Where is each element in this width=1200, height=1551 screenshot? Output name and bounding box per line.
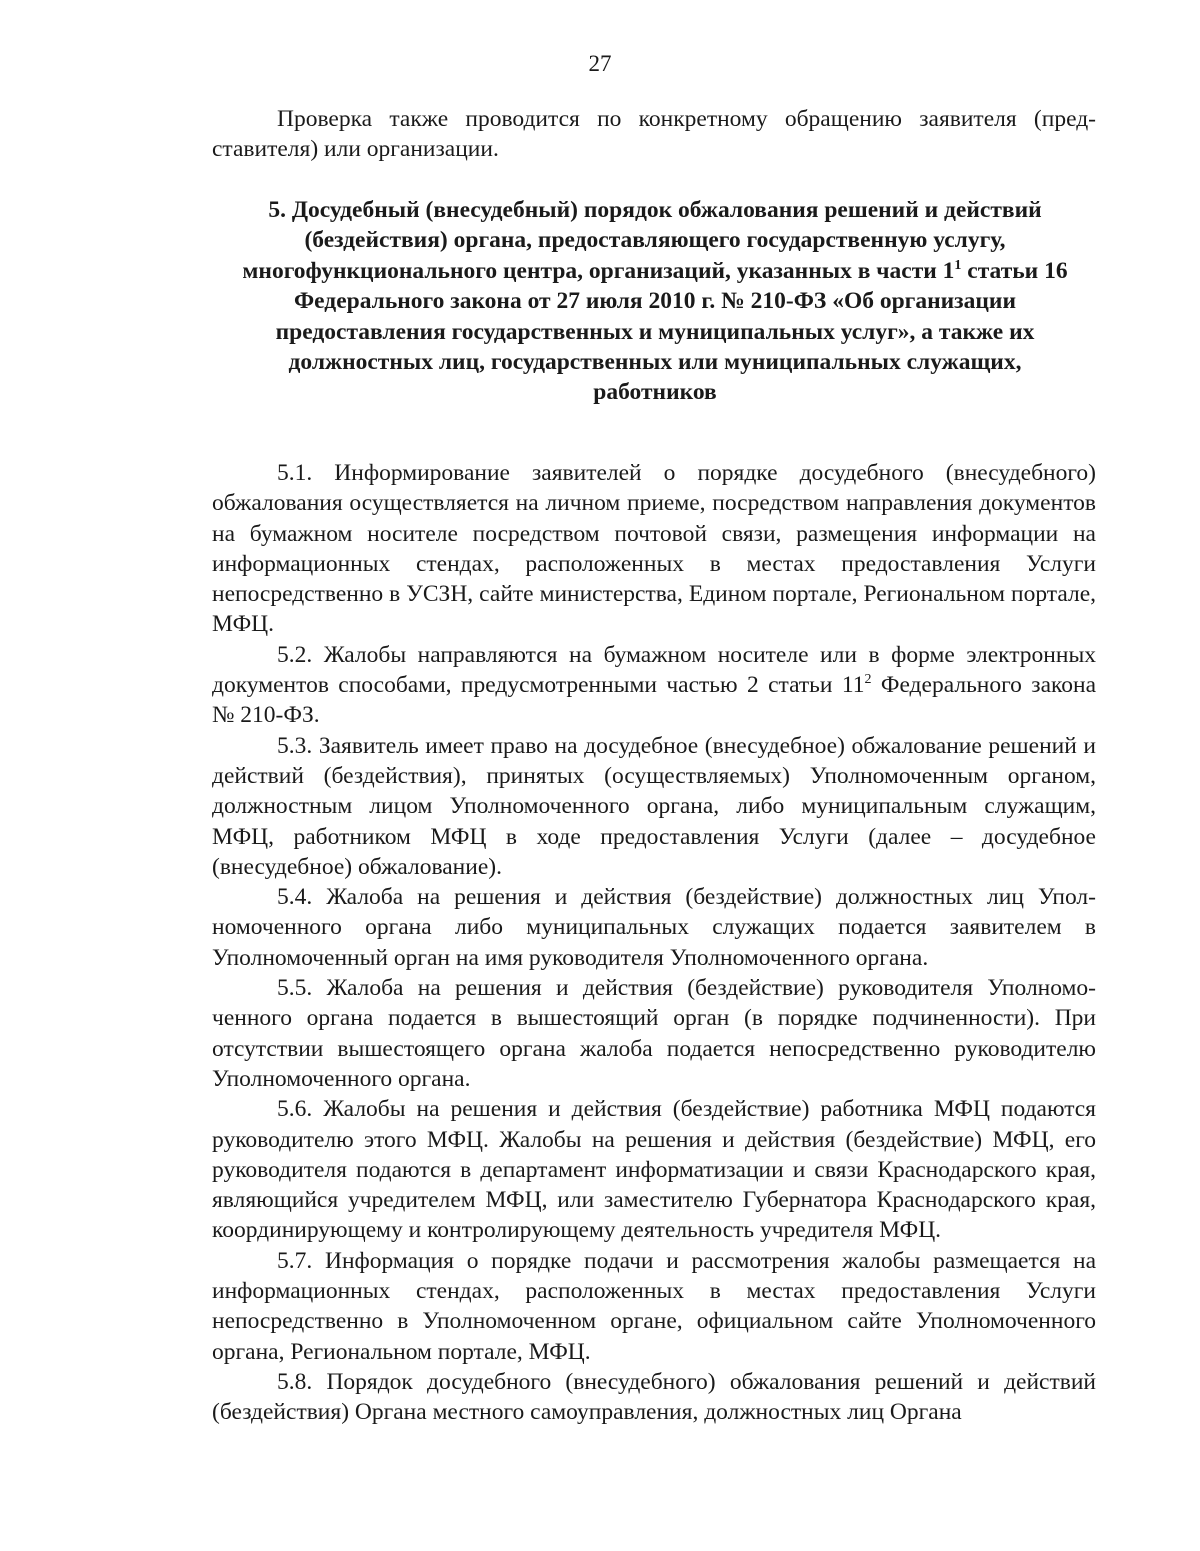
heading-text-part-1: 5. Досудебный (внесудебный) порядок обжалования решений и действий (бездействия) органа, предоставляющего государственную услугу, многофункционального центра, организаций, указанных в части 1 bbox=[242, 197, 1042, 284]
paragraph-5-2-part-1: 5.2. Жалобы направляются на бумажном носителе или в форме электронных документов способами, предусмотренными частью 2 статьи 11 bbox=[212, 641, 1096, 699]
paragraph-5-2-superscript: 2 bbox=[864, 672, 872, 688]
paragraph-5-2 bbox=[212, 640, 1096, 731]
section-heading bbox=[240, 195, 1070, 408]
paragraph-5-2-part-2: Федерального закона № 210-ФЗ. bbox=[212, 672, 1096, 729]
page-number: 27 bbox=[588, 51, 612, 76]
paragraph-5-4: 5.4. Жалоба на решения и действия (бездействие) должностных лиц Уполномоченного органа либо муниципальных служащих подается заявителем в Уполномоченный орган на имя руководителя Уполномоченного органа. bbox=[212, 884, 1096, 971]
paragraph-5-8: 5.8. Порядок досудебного (внесудебного) обжалования решений и действий (бездействия) Органа местного самоуправления, должностных лиц Органа bbox=[212, 1368, 1096, 1426]
heading-text-part-2: статьи 16 Федерального закона от 27 июля 2010 г. № 210-ФЗ «Об организации предоставления государственных и муниципальных услуг», а также их должностных лиц, государственных или муниципальных служащих, работников bbox=[275, 257, 1068, 406]
section-paragraphs bbox=[212, 458, 1096, 1428]
paragraph-5-3: 5.3. Заявитель имеет право на досудебное (внесудебное) обжалование решений и действий (бездействия), принятых (осуществляемых) Уполномоченным органом, должностным лицом Уполномоченного органа, либо муниципальным служащим, МФЦ, работником МФЦ в ходе предоставления Услуги (далее – досудебное (внесудебное) обжалование). bbox=[212, 732, 1096, 880]
paragraph-5-7: 5.7. Информация о порядке подачи и рассмотрения жалобы размещается на информационных стендах, расположенных в местах предоставления Услуги непосредственно в Уполномоченном органе, официальном сайте Уполномоченного органа, Региональном портале, МФЦ. bbox=[212, 1247, 1096, 1365]
paragraph-5-5: 5.5. Жалоба на решения и действия (бездействие) руководителя Уполномоченного органа подается в вышестоящий орган (в порядке подчиненности). При отсутствии вышестоящего органа жалоба подается непосредственно руководителю Уполномоченного органа. bbox=[212, 975, 1096, 1092]
heading-superscript: 1 bbox=[954, 257, 962, 273]
paragraph-5-6: 5.6. Жалобы на решения и действия (бездействие) работника МФЦ подаются руководителю этого МФЦ. Жалобы на решения и действия (бездействие) МФЦ, его руководителя подаются в департамент информатизации и связи Краснодарского края, являющийся учредителем МФЦ, или заместителю Губернатора Краснодарского края, координирующему и контролирующему деятельность учредителя МФЦ. bbox=[212, 1096, 1096, 1244]
paragraph-5-1: 5.1. Информирование заявителей о порядке досудебного (внесудебного) обжалования осуществляется на личном приеме, посредством направления документов на бумажном носителе посредством почтовой связи, размещения информации на информационных стендах, расположенных в местах предоставления Услуги непосредственно в УСЗН, сайте министерства, Едином портале, Региональном портале, МФЦ. bbox=[212, 460, 1096, 638]
intro-paragraph: Проверка также проводится по конкретному обращению заявителя (представителя) или организации. bbox=[212, 106, 1096, 163]
intro-block bbox=[212, 104, 1096, 165]
